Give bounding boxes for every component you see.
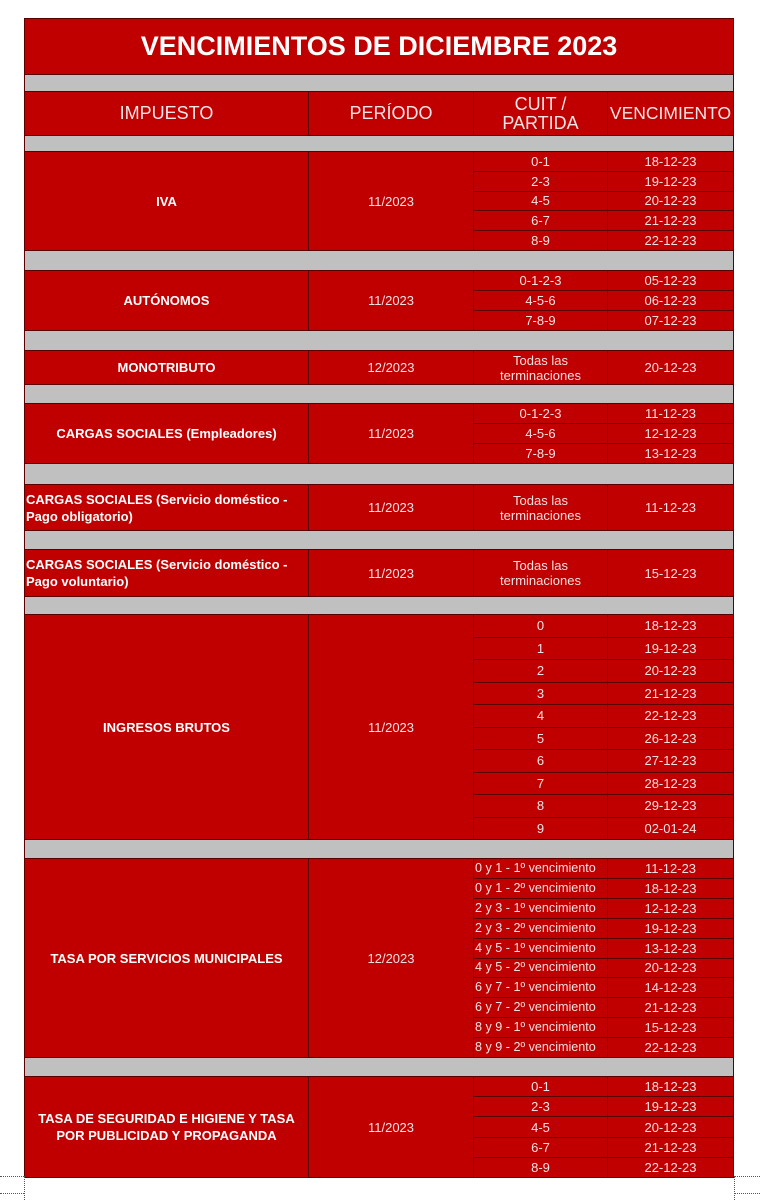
vencimiento-value: 20-12-23 [608,660,733,682]
vencimiento-value: 21-12-23 [608,1138,733,1157]
cuit-value: 0 y 1 - 1º vencimiento [474,859,608,878]
vencimiento-value: 22-12-23 [608,1158,733,1177]
table-row [474,818,733,840]
impuesto-name: TASA DE SEGURIDAD E HIGIENE Y TASA POR PUBLICIDAD Y PROPAGANDA [25,1077,309,1177]
cuit-value: 4 [474,705,608,727]
periodo-value: 11/2023 [309,271,474,330]
header-periodo: PERÍODO [309,92,474,135]
impuesto-name: AUTÓNOMOS [25,271,309,330]
section-tasa-seguridad-higiene [25,1077,733,1177]
separator [25,75,733,92]
vencimiento-value: 20-12-23 [608,959,733,978]
cuit-value: 7 [474,773,608,795]
cuit-value: 2 y 3 - 2º vencimiento [474,919,608,938]
table-row [474,172,733,192]
vencimiento-value: 22-12-23 [608,705,733,727]
cuit-value: 6 y 7 - 2º vencimiento [474,998,608,1017]
vencimiento-value: 07-12-23 [608,311,733,330]
vencimiento-value: 12-12-23 [608,424,733,443]
table-row [474,1158,733,1177]
table-row [474,728,733,751]
vencimiento-value: 20-12-23 [608,1117,733,1136]
table-row [474,152,733,172]
section-monotributo [25,351,733,385]
impuesto-name: CARGAS SOCIALES (Servicio doméstico - Pago voluntario) [25,550,309,596]
vencimiento-value: 12-12-23 [608,899,733,918]
periodo-value: 11/2023 [309,615,474,839]
vencimiento-value: 15-12-23 [608,550,733,596]
cuit-value: Todas las terminaciones [474,351,608,384]
section-cargas-sociales-empleadores [25,404,733,464]
table-row [474,705,733,728]
cuit-value: 6-7 [474,211,608,230]
cuit-value: 7-8-9 [474,444,608,463]
cuit-value: 2 [474,660,608,682]
cuit-value: 1 [474,638,608,660]
separator [25,331,733,351]
table-row [474,291,733,311]
cuit-value: Todas las terminaciones [474,485,608,530]
cuit-value: 4 y 5 - 2º vencimiento [474,959,608,978]
vencimiento-value: 13-12-23 [608,444,733,463]
header-cuit: CUIT / PARTIDA [474,92,608,135]
table-row [474,311,733,330]
vencimiento-value: 21-12-23 [608,211,733,230]
vencimiento-value: 27-12-23 [608,750,733,772]
section-iva [25,152,733,251]
table-row [474,959,733,979]
impuesto-name: MONOTRIBUTO [25,351,309,384]
page-corner-mark [734,1176,735,1200]
vencimiento-value: 22-12-23 [608,1038,733,1057]
cuit-value: 3 [474,683,608,705]
vencimiento-value: 21-12-23 [608,998,733,1017]
table-row [474,1097,733,1117]
cuit-value: 0-1 [474,1077,608,1096]
cuit-value: 0 y 1 - 2º vencimiento [474,879,608,898]
vencimiento-value: 13-12-23 [608,939,733,958]
cuit-value: 0-1-2-3 [474,271,608,290]
separator [25,385,733,404]
cuit-value: 6 [474,750,608,772]
cuit-value: Todas las terminaciones [474,550,608,596]
table-row [474,1138,733,1158]
cuit-value: 0-1-2-3 [474,404,608,423]
table-row [474,773,733,796]
vencimiento-value: 19-12-23 [608,919,733,938]
cuit-value: 4-5 [474,1117,608,1136]
table-row [474,750,733,773]
vencimiento-value: 02-01-24 [608,818,733,840]
table-row [474,1038,733,1057]
periodo-value: 12/2023 [309,859,474,1057]
vencimiento-value: 18-12-23 [608,1077,733,1096]
vencimiento-value: 18-12-23 [608,152,733,171]
impuesto-name: CARGAS SOCIALES (Servicio doméstico - Pago obligatorio) [25,485,309,530]
impuesto-name: IVA [25,152,309,250]
impuesto-name: CARGAS SOCIALES (Empleadores) [25,404,309,463]
section-autonomos [25,271,733,331]
separator [25,597,733,615]
table-row [474,211,733,231]
table-row [474,351,733,384]
vencimiento-value: 18-12-23 [608,879,733,898]
table-row [474,615,733,638]
table-row [474,660,733,683]
cuit-value: 2-3 [474,172,608,191]
table-row [474,899,733,919]
cuit-value: 8 y 9 - 1º vencimiento [474,1018,608,1037]
cuit-value: 8-9 [474,1158,608,1177]
cuit-value: 8 y 9 - 2º vencimiento [474,1038,608,1057]
vencimiento-value: 18-12-23 [608,615,733,637]
cuit-value: 6 y 7 - 1º vencimiento [474,978,608,997]
vencimiento-value: 19-12-23 [608,1097,733,1116]
table-row [474,638,733,661]
periodo-value: 11/2023 [309,485,474,530]
cuit-value: 2-3 [474,1097,608,1116]
table-row [474,978,733,998]
table-row [474,1117,733,1137]
table-row [474,919,733,939]
table-title: VENCIMIENTOS DE DICIEMBRE 2023 [25,19,733,75]
cuit-value: 8-9 [474,231,608,250]
vencimiento-value: 15-12-23 [608,1018,733,1037]
vencimiento-value: 14-12-23 [608,978,733,997]
cuit-value: 2 y 3 - 1º vencimiento [474,899,608,918]
page-corner-mark [0,1176,24,1177]
table-row [474,998,733,1018]
table-row [474,271,733,291]
cuit-value: 4-5-6 [474,291,608,310]
periodo-value: 11/2023 [309,404,474,463]
vencimiento-value: 19-12-23 [608,638,733,660]
periodo-value: 11/2023 [309,550,474,596]
section-cargas-sociales-domestico-voluntario [25,550,733,597]
table-row [474,424,733,444]
vencimiento-value: 22-12-23 [608,231,733,250]
vencimiento-value: 28-12-23 [608,773,733,795]
page-corner-mark [734,1193,760,1194]
periodo-value: 11/2023 [309,1077,474,1177]
header-impuesto: IMPUESTO [25,92,309,135]
vencimiento-value: 06-12-23 [608,291,733,310]
section-cargas-sociales-domestico-obligatorio [25,485,733,531]
cuit-value: 7-8-9 [474,311,608,330]
table-row [474,939,733,959]
cuit-value: 8 [474,795,608,817]
impuesto-name: INGRESOS BRUTOS [25,615,309,839]
periodo-value: 11/2023 [309,152,474,250]
page-corner-mark [0,1193,24,1194]
separator [25,464,733,485]
separator [25,251,733,271]
separator [25,531,733,550]
vencimiento-value: 29-12-23 [608,795,733,817]
table-row [474,683,733,706]
table-row [474,192,733,212]
page-corner-mark [24,1176,25,1200]
cuit-value: 4 y 5 - 1º vencimiento [474,939,608,958]
vencimiento-value: 26-12-23 [608,728,733,750]
table-row [474,404,733,424]
table-row [474,231,733,250]
vencimiento-value: 19-12-23 [608,172,733,191]
header-vencimiento: VENCIMIENTO [608,92,733,135]
separator [25,1058,733,1077]
table-row [474,485,733,530]
cuit-value: 6-7 [474,1138,608,1157]
vencimiento-value: 21-12-23 [608,683,733,705]
separator [25,136,733,152]
separator [25,840,733,859]
cuit-value: 9 [474,818,608,840]
vencimiento-value: 11-12-23 [608,485,733,530]
cuit-value: 0 [474,615,608,637]
periodo-value: 12/2023 [309,351,474,384]
vencimiento-value: 11-12-23 [608,859,733,878]
page-corner-mark [734,1176,760,1177]
header-row [25,92,733,136]
impuesto-name: TASA POR SERVICIOS MUNICIPALES [25,859,309,1057]
vencimiento-value: 20-12-23 [608,351,733,384]
cuit-value: 5 [474,728,608,750]
table-row [474,859,733,879]
section-tasa-servicios-municipales [25,859,733,1058]
table-row [474,444,733,463]
vencimiento-value: 11-12-23 [608,404,733,423]
cuit-value: 4-5 [474,192,608,211]
table-row [474,1018,733,1038]
table-row [474,1077,733,1097]
table-row [474,879,733,899]
table-row [474,795,733,818]
vencimiento-value: 20-12-23 [608,192,733,211]
vencimientos-table [24,18,734,1178]
cuit-value: 4-5-6 [474,424,608,443]
cuit-value: 0-1 [474,152,608,171]
table-row [474,550,733,596]
section-ingresos-brutos [25,615,733,840]
vencimiento-value: 05-12-23 [608,271,733,290]
